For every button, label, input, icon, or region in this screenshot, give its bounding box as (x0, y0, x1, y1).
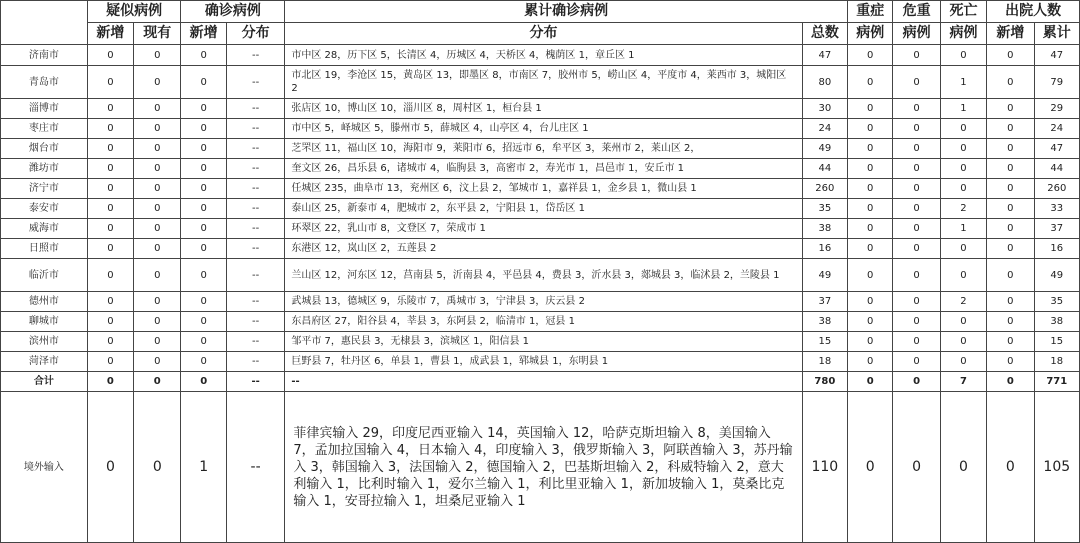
death-cell: 1 (940, 99, 986, 119)
suspected-current-cell: 0 (134, 45, 181, 66)
suspected-current-cell: 0 (134, 139, 181, 159)
discharged-cumulative-cell: 33 (1034, 199, 1079, 219)
cumulative-distribution-cell: 邹平市 7，惠民县 3，无棣县 3，滨城区 1，阳信县 1 (285, 332, 802, 352)
discharged-new-cell: 0 (987, 199, 1034, 219)
overseas-row (1, 392, 1080, 543)
cumulative-total-cell: 30 (802, 99, 847, 119)
table-row (1, 352, 1080, 372)
city-cell: 德州市 (1, 292, 88, 312)
cumulative-distribution-cell: 东港区 12，岚山区 2，五莲县 2 (285, 239, 802, 259)
header-suspected: 疑似病例 (87, 1, 181, 23)
death-cell: 0 (940, 312, 986, 332)
city-cell: 济南市 (1, 45, 88, 66)
suspected-current-cell: 0 (134, 312, 181, 332)
confirmed-distribution-cell: -- (226, 239, 284, 259)
confirmed-new-cell: 0 (181, 219, 226, 239)
cumulative-total-cell: 80 (802, 66, 847, 99)
suspected-new-cell: 0 (87, 292, 133, 312)
header-confirmed-new: 新增 (181, 23, 226, 45)
table-row (1, 332, 1080, 352)
severe-cell: 0 (848, 139, 893, 159)
severe-cell: 0 (848, 372, 893, 392)
discharged-new-cell: 0 (987, 259, 1034, 292)
critical-cell: 0 (893, 292, 940, 312)
header-row-2 (1, 23, 1080, 45)
death-cell: 0 (940, 259, 986, 292)
cumulative-total-cell: 260 (802, 179, 847, 199)
death-cell: 1 (940, 219, 986, 239)
discharged-cumulative-cell: 35 (1034, 292, 1079, 312)
suspected-new-cell: 0 (87, 372, 133, 392)
critical-cell: 0 (893, 312, 940, 332)
cumulative-total-cell: 49 (802, 259, 847, 292)
cumulative-distribution-cell: 市北区 19，李沧区 15，黄岛区 13，即墨区 8，市南区 7，胶州市 5，崂山区 4，平度市 4，莱西市 3，城阳区 2 (285, 66, 802, 99)
city-cell: 威海市 (1, 219, 88, 239)
death-cell: 0 (940, 239, 986, 259)
discharged-cumulative-cell: 44 (1034, 159, 1079, 179)
city-cell: 淄博市 (1, 99, 88, 119)
critical-cell: 0 (893, 259, 940, 292)
confirmed-new-cell: 0 (181, 66, 226, 99)
suspected-current-cell: 0 (134, 292, 181, 312)
suspected-current-cell: 0 (134, 219, 181, 239)
suspected-new-cell: 0 (87, 119, 133, 139)
header-suspected-new: 新增 (87, 23, 133, 45)
header-critical-bottom: 病例 (893, 23, 940, 45)
death-cell: 0 (940, 159, 986, 179)
cumulative-distribution-cell: -- (285, 372, 802, 392)
city-cell: 菏泽市 (1, 352, 88, 372)
table-row (1, 179, 1080, 199)
severe-cell: 0 (848, 312, 893, 332)
suspected-current-cell: 0 (134, 259, 181, 292)
critical-cell: 0 (893, 179, 940, 199)
death-cell: 2 (940, 199, 986, 219)
critical-cell: 0 (893, 159, 940, 179)
discharged-cumulative-cell: 29 (1034, 99, 1079, 119)
death-cell: 0 (940, 392, 986, 543)
confirmed-new-cell: 0 (181, 259, 226, 292)
critical-cell: 0 (893, 239, 940, 259)
confirmed-new-cell: 0 (181, 292, 226, 312)
header-confirmed: 确诊病例 (181, 1, 285, 23)
suspected-new-cell: 0 (87, 139, 133, 159)
discharged-cumulative-cell: 38 (1034, 312, 1079, 332)
confirmed-distribution-cell: -- (226, 332, 284, 352)
discharged-cumulative-cell: 105 (1034, 392, 1079, 543)
severe-cell: 0 (848, 392, 893, 543)
critical-cell: 0 (893, 219, 940, 239)
discharged-new-cell: 0 (987, 179, 1034, 199)
suspected-new-cell: 0 (87, 199, 133, 219)
suspected-new-cell: 0 (87, 392, 133, 543)
severe-cell: 0 (848, 159, 893, 179)
cumulative-total-cell: 38 (802, 312, 847, 332)
death-cell: 1 (940, 66, 986, 99)
severe-cell: 0 (848, 45, 893, 66)
cumulative-total-cell: 110 (802, 392, 847, 543)
cumulative-distribution-cell: 东昌府区 27，阳谷县 4，莘县 3，东阿县 2，临清市 1，冠县 1 (285, 312, 802, 332)
suspected-new-cell: 0 (87, 179, 133, 199)
cumulative-total-cell: 16 (802, 239, 847, 259)
suspected-current-cell: 0 (134, 159, 181, 179)
confirmed-new-cell: 0 (181, 45, 226, 66)
table-row (1, 66, 1080, 99)
suspected-current-cell: 0 (134, 239, 181, 259)
discharged-new-cell: 0 (987, 99, 1034, 119)
suspected-new-cell: 0 (87, 66, 133, 99)
header-discharged-cumulative: 累计 (1034, 23, 1079, 45)
city-cell: 泰安市 (1, 199, 88, 219)
severe-cell: 0 (848, 119, 893, 139)
suspected-current-cell: 0 (134, 199, 181, 219)
suspected-new-cell: 0 (87, 332, 133, 352)
cumulative-distribution-cell: 张店区 10，博山区 10，淄川区 8，周村区 1，桓台县 1 (285, 99, 802, 119)
discharged-new-cell: 0 (987, 139, 1034, 159)
severe-cell: 0 (848, 239, 893, 259)
header-row-1 (1, 1, 1080, 23)
discharged-cumulative-cell: 47 (1034, 45, 1079, 66)
table-row (1, 219, 1080, 239)
discharged-cumulative-cell: 18 (1034, 352, 1079, 372)
city-cell: 济宁市 (1, 179, 88, 199)
cumulative-distribution-cell: 芝罘区 11，福山区 10，海阳市 9，莱阳市 6，招远市 6，牟平区 3，莱州市 2，莱山区 2， (285, 139, 802, 159)
header-death-top: 死亡 (940, 1, 986, 23)
suspected-current-cell: 0 (134, 179, 181, 199)
table-row (1, 292, 1080, 312)
cumulative-total-cell: 44 (802, 159, 847, 179)
confirmed-distribution-cell: -- (226, 139, 284, 159)
city-cell: 日照市 (1, 239, 88, 259)
table-row (1, 45, 1080, 66)
cumulative-distribution-cell: 巨野县 7，牡丹区 6，单县 1，曹县 1，成武县 1，郓城县 1，东明县 1 (285, 352, 802, 372)
suspected-new-cell: 0 (87, 239, 133, 259)
confirmed-distribution-cell: -- (226, 179, 284, 199)
death-cell: 0 (940, 332, 986, 352)
cumulative-total-cell: 49 (802, 139, 847, 159)
cumulative-total-cell: 24 (802, 119, 847, 139)
table-row (1, 139, 1080, 159)
suspected-new-cell: 0 (87, 259, 133, 292)
discharged-cumulative-cell: 771 (1034, 372, 1079, 392)
cumulative-total-cell: 37 (802, 292, 847, 312)
severe-cell: 0 (848, 332, 893, 352)
header-discharged: 出院人数 (987, 1, 1080, 23)
suspected-new-cell: 0 (87, 352, 133, 372)
cumulative-distribution-cell: 菲律宾输入 29，印度尼西亚输入 14，英国输入 12，哈萨克斯坦输入 8，美国输入 7，孟加拉国输入 4，日本输入 4，印度输入 3，俄罗斯输入 3，阿联酋输入 3，苏丹输入 3，韩国输入 3，法国输入 2，德国输入 2，巴基斯坦输入 2，科威特输入 2，意大利输入 1，比利时输入 1，爱尔兰输入 1，利比里亚输入 1，新加坡输入 1，莫桑比克输入 1，安哥拉输入 1，坦桑尼亚输入 1 (285, 392, 802, 543)
severe-cell: 0 (848, 99, 893, 119)
confirmed-new-cell: 0 (181, 179, 226, 199)
city-cell: 聊城市 (1, 312, 88, 332)
suspected-current-cell: 0 (134, 392, 181, 543)
city-cell: 枣庄市 (1, 119, 88, 139)
discharged-cumulative-cell: 16 (1034, 239, 1079, 259)
confirmed-distribution-cell: -- (226, 66, 284, 99)
confirmed-new-cell: 0 (181, 159, 226, 179)
city-cell: 滨州市 (1, 332, 88, 352)
cumulative-distribution-cell: 武城县 13，德城区 9，乐陵市 7，禹城市 3，宁津县 3，庆云县 2 (285, 292, 802, 312)
header-suspected-current: 现有 (134, 23, 181, 45)
severe-cell: 0 (848, 352, 893, 372)
discharged-new-cell: 0 (987, 352, 1034, 372)
discharged-new-cell: 0 (987, 45, 1034, 66)
confirmed-distribution-cell: -- (226, 159, 284, 179)
critical-cell: 0 (893, 392, 940, 543)
cumulative-total-cell: 780 (802, 372, 847, 392)
cumulative-total-cell: 38 (802, 219, 847, 239)
confirmed-distribution-cell: -- (226, 199, 284, 219)
critical-cell: 0 (893, 66, 940, 99)
city-cell: 青岛市 (1, 66, 88, 99)
death-cell: 0 (940, 179, 986, 199)
confirmed-new-cell: 0 (181, 139, 226, 159)
critical-cell: 0 (893, 352, 940, 372)
table-row (1, 239, 1080, 259)
severe-cell: 0 (848, 219, 893, 239)
confirmed-distribution-cell: -- (226, 292, 284, 312)
severe-cell: 0 (848, 179, 893, 199)
confirmed-new-cell: 0 (181, 99, 226, 119)
discharged-new-cell: 0 (987, 392, 1034, 543)
suspected-current-cell: 0 (134, 352, 181, 372)
cumulative-total-cell: 18 (802, 352, 847, 372)
table-row (1, 259, 1080, 292)
cumulative-total-cell: 15 (802, 332, 847, 352)
discharged-new-cell: 0 (987, 292, 1034, 312)
confirmed-new-cell: 0 (181, 119, 226, 139)
discharged-cumulative-cell: 15 (1034, 332, 1079, 352)
death-cell: 0 (940, 45, 986, 66)
severe-cell: 0 (848, 66, 893, 99)
header-critical-top: 危重 (893, 1, 940, 23)
header-discharged-new: 新增 (987, 23, 1034, 45)
discharged-new-cell: 0 (987, 219, 1034, 239)
critical-cell: 0 (893, 332, 940, 352)
confirmed-distribution-cell: -- (226, 119, 284, 139)
suspected-new-cell: 0 (87, 45, 133, 66)
cumulative-total-cell: 47 (802, 45, 847, 66)
table-row (1, 312, 1080, 332)
discharged-cumulative-cell: 79 (1034, 66, 1079, 99)
suspected-new-cell: 0 (87, 99, 133, 119)
suspected-current-cell: 0 (134, 119, 181, 139)
header-severe-bottom: 病例 (848, 23, 893, 45)
table-row (1, 159, 1080, 179)
suspected-new-cell: 0 (87, 219, 133, 239)
severe-cell: 0 (848, 292, 893, 312)
header-severe-top: 重症 (848, 1, 893, 23)
confirmed-distribution-cell: -- (226, 259, 284, 292)
total-row (1, 372, 1080, 392)
critical-cell: 0 (893, 99, 940, 119)
critical-cell: 0 (893, 45, 940, 66)
discharged-cumulative-cell: 47 (1034, 139, 1079, 159)
severe-cell: 0 (848, 199, 893, 219)
header-cumulative-distribution: 分布 (285, 23, 802, 45)
severe-cell: 0 (848, 259, 893, 292)
confirmed-distribution-cell: -- (226, 312, 284, 332)
discharged-cumulative-cell: 37 (1034, 219, 1079, 239)
death-cell: 2 (940, 292, 986, 312)
city-cell: 境外输入 (1, 392, 88, 543)
suspected-current-cell: 0 (134, 332, 181, 352)
header-confirmed-distribution: 分布 (226, 23, 284, 45)
discharged-cumulative-cell: 260 (1034, 179, 1079, 199)
discharged-new-cell: 0 (987, 312, 1034, 332)
city-cell: 合计 (1, 372, 88, 392)
table-row (1, 119, 1080, 139)
confirmed-new-cell: 0 (181, 332, 226, 352)
cumulative-distribution-cell: 任城区 235，曲阜市 13，兖州区 6，汶上县 2，邹城市 1，嘉祥县 1，金乡县 1，微山县 1 (285, 179, 802, 199)
confirmed-new-cell: 0 (181, 199, 226, 219)
cumulative-distribution-cell: 奎文区 26，昌乐县 6，诸城市 4，临朐县 3，高密市 2，寿光市 1，昌邑市 1，安丘市 1 (285, 159, 802, 179)
discharged-cumulative-cell: 49 (1034, 259, 1079, 292)
suspected-new-cell: 0 (87, 312, 133, 332)
confirmed-distribution-cell: -- (226, 45, 284, 66)
confirmed-distribution-cell: -- (226, 372, 284, 392)
cumulative-distribution-cell: 市中区 28，历下区 5，长清区 4，历城区 4，天桥区 4，槐荫区 1，章丘区 1 (285, 45, 802, 66)
header-cumulative: 累计确诊病例 (285, 1, 848, 23)
death-cell: 0 (940, 119, 986, 139)
suspected-current-cell: 0 (134, 372, 181, 392)
critical-cell: 0 (893, 139, 940, 159)
table-row (1, 99, 1080, 119)
header-city-blank (1, 1, 88, 45)
city-cell: 临沂市 (1, 259, 88, 292)
critical-cell: 0 (893, 372, 940, 392)
discharged-cumulative-cell: 24 (1034, 119, 1079, 139)
confirmed-new-cell: 0 (181, 372, 226, 392)
discharged-new-cell: 0 (987, 119, 1034, 139)
table-body (1, 45, 1080, 543)
header-cumulative-total: 总数 (802, 23, 847, 45)
discharged-new-cell: 0 (987, 159, 1034, 179)
suspected-current-cell: 0 (134, 99, 181, 119)
death-cell: 7 (940, 372, 986, 392)
confirmed-distribution-cell: -- (226, 392, 284, 543)
confirmed-distribution-cell: -- (226, 352, 284, 372)
critical-cell: 0 (893, 199, 940, 219)
cumulative-distribution-cell: 环翠区 22，乳山市 8，文登区 7，荣成市 1 (285, 219, 802, 239)
suspected-current-cell: 0 (134, 66, 181, 99)
confirmed-new-cell: 1 (181, 392, 226, 543)
death-cell: 0 (940, 139, 986, 159)
city-cell: 潍坊市 (1, 159, 88, 179)
cumulative-distribution-cell: 市中区 5，峄城区 5，滕州市 5，薛城区 4，山亭区 4，台儿庄区 1 (285, 119, 802, 139)
cumulative-total-cell: 35 (802, 199, 847, 219)
discharged-new-cell: 0 (987, 332, 1034, 352)
discharged-new-cell: 0 (987, 66, 1034, 99)
cumulative-distribution-cell: 兰山区 12，河东区 12，莒南县 5，沂南县 4，平邑县 4，费县 3，沂水县 3，郯城县 3，临沭县 2，兰陵县 1 (285, 259, 802, 292)
header-death-bottom: 病例 (940, 23, 986, 45)
cumulative-distribution-cell: 泰山区 25，新泰市 4，肥城市 2，东平县 2，宁阳县 1，岱岳区 1 (285, 199, 802, 219)
suspected-new-cell: 0 (87, 159, 133, 179)
city-cell: 烟台市 (1, 139, 88, 159)
discharged-new-cell: 0 (987, 239, 1034, 259)
death-cell: 0 (940, 352, 986, 372)
table-row (1, 199, 1080, 219)
discharged-new-cell: 0 (987, 372, 1034, 392)
confirmed-new-cell: 0 (181, 352, 226, 372)
confirmed-new-cell: 0 (181, 239, 226, 259)
confirmed-distribution-cell: -- (226, 219, 284, 239)
confirmed-new-cell: 0 (181, 312, 226, 332)
confirmed-distribution-cell: -- (226, 99, 284, 119)
critical-cell: 0 (893, 119, 940, 139)
